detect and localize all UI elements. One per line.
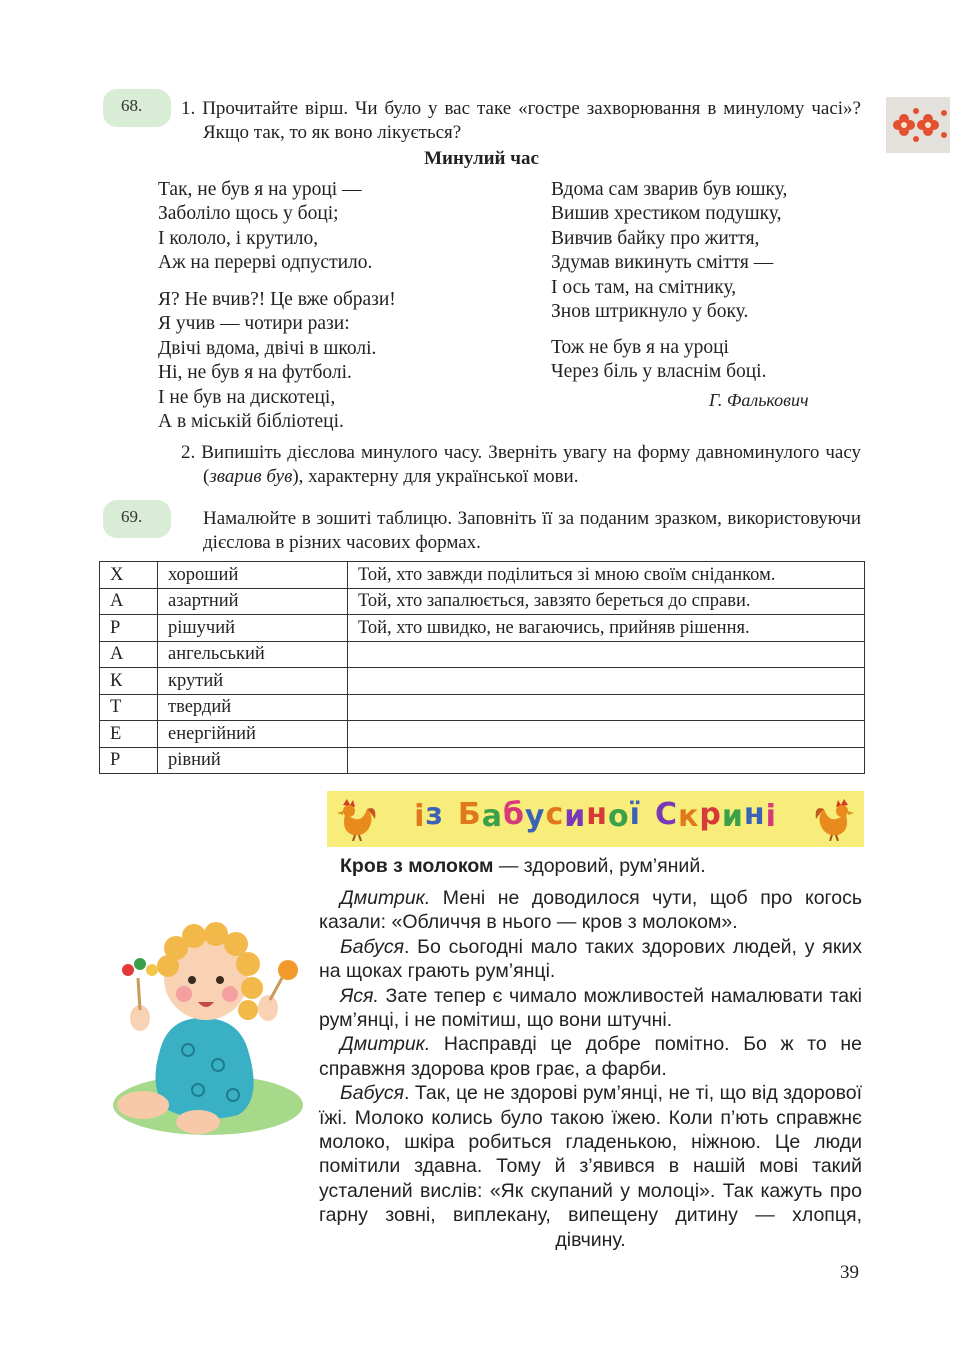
banner-letter: р [699, 797, 722, 832]
row-definition [348, 747, 865, 774]
poem-stanza-1 [158, 178, 372, 276]
poem-stanza-3 [551, 178, 787, 324]
banner-letter: и [721, 799, 744, 834]
row-adjective: енергійний [158, 721, 348, 748]
row-adjective: азартний [158, 588, 348, 615]
dialog-speaker: Дмитрик. [340, 887, 431, 909]
dialog-line [319, 1032, 862, 1081]
row-definition: Той, хто завжди поділиться зі мною своїм сніданком. [348, 562, 865, 589]
poem-line: Вишив хрестиком подушку, [551, 203, 782, 225]
banner-letter: к [677, 799, 700, 834]
table-row [100, 588, 865, 615]
poem-stanza-4 [551, 336, 766, 385]
banner-letter: ї [629, 797, 641, 832]
poem-line: І ось там, на смітнику, [551, 276, 737, 298]
table-row [100, 747, 865, 774]
dialog-speaker: Бабуся [340, 1082, 404, 1105]
row-adjective: рішучий [158, 615, 348, 642]
poem-line: І не був на дискотеці, [158, 386, 336, 408]
rooster-icon [812, 797, 858, 841]
dialog-speaker: Дмитрик. [340, 1033, 431, 1056]
exercise-69-badge [103, 500, 171, 538]
poem-line: Заболіло щось у боці; [158, 203, 339, 225]
row-definition: Той, хто запалюється, завзято береться до справи. [348, 588, 865, 615]
poem-line: Тож не був я на уроці [551, 337, 729, 358]
poem-stanza-2 [158, 288, 396, 434]
banner-letter: а [481, 799, 503, 834]
banner-letter: з [425, 797, 444, 832]
dialog-line [319, 935, 862, 984]
dialog-text [319, 886, 862, 1252]
poem-line: Знов штрикнуло у боку. [551, 301, 749, 323]
exercise-68-badge [103, 89, 171, 127]
table-row [100, 641, 865, 668]
banner-letter: і [414, 799, 426, 834]
table-row [100, 668, 865, 695]
idiom-meaning: — здоровий, рум’яний. [493, 855, 706, 877]
dialog-speech: Мені не доводилося чути, щоб про когось казали: «Обличчя в нього — кров з молоком». [319, 887, 862, 934]
table-row [100, 562, 865, 589]
exercise-69-task: Намалюйте в зошиті таблицю. Заповніть її за поданим зразком, використовуючи дієслова в різних часових формах. [203, 508, 861, 553]
row-definition: Той, хто швидко, не вагаючись, прийняв рішення. [348, 615, 865, 642]
poem-line: Я? Не вчив?! Це вже образи! [158, 289, 396, 310]
banner-letter: н [586, 797, 609, 832]
row-adjective: крутий [158, 668, 348, 695]
banner-title [405, 799, 786, 834]
row-letter: Х [100, 562, 158, 589]
row-definition [348, 668, 865, 695]
idiom-term: Кров з молоком [340, 855, 494, 877]
exercise-68-task-2 [181, 441, 861, 489]
poem-line: Ні, не був я на футболі. [158, 362, 352, 384]
poem-line: І кололо, і крутило, [158, 227, 319, 249]
poem-line: Я учив — чотири рази: [158, 313, 350, 335]
poem-line: Через біль у власнім боці. [551, 361, 767, 383]
table-row [100, 615, 865, 642]
banner-letter: о [608, 799, 630, 834]
row-letter: А [100, 588, 158, 615]
section-banner [327, 791, 864, 847]
banner-letter: у [524, 799, 546, 834]
dialog-speaker: Яся. [340, 984, 379, 1007]
poem-author: Г. Фалькович [709, 390, 809, 410]
poem-line: Здумав викинуть сміття — [551, 252, 774, 274]
row-definition [348, 641, 865, 668]
poem-line: Аж на перерві одпустило. [158, 252, 373, 274]
row-adjective: рівний [158, 747, 348, 774]
dialog-line [319, 984, 862, 1033]
banner-letter: С [654, 797, 678, 832]
row-letter: А [100, 641, 158, 668]
row-adjective: ангельський [158, 641, 348, 668]
poem-line: Так, не був я на уроці — [158, 179, 362, 200]
dialog-speech: Зате тепер є чимало можливостей намалювати такі рум’янці, і не помітиш, що вони штучні. [319, 984, 862, 1032]
banner-letter: и [564, 799, 587, 834]
row-letter: Р [100, 747, 158, 774]
exercise-68-number: 68. [121, 96, 143, 115]
task-2-text-end: ), характерну для української мови. [292, 466, 579, 487]
row-letter: Т [100, 694, 158, 721]
table-row [100, 694, 865, 721]
idiom-definition [340, 854, 860, 878]
dialog-speaker: Бабуся [340, 935, 404, 958]
row-letter: Е [100, 721, 158, 748]
banner-letter: н [743, 797, 766, 832]
row-definition [348, 721, 865, 748]
task-2-text-start: 2. Випишіть дієслова минулого часу. Зверніть увагу на форму давноминулого часу ( [181, 442, 861, 487]
banner-letter: Б [457, 797, 482, 832]
banner-letter [444, 799, 458, 834]
table-row [100, 721, 865, 748]
exercise-68-task-1: 1. Прочитайте вірш. Чи було у вас таке «гостре захворювання в минулому часі»? Якщо так, то як воно лікується? [181, 98, 861, 143]
dialog-line [319, 1081, 862, 1252]
rooster-icon [333, 797, 379, 841]
dialog-speech: . Бо сьогодні мало таких здорових людей, у яких на щоках грають рум’янці. [319, 935, 862, 983]
poem-line: А в міській бібліотеці. [158, 411, 344, 433]
dialog-line [319, 886, 862, 935]
poem-line: Вивчив байку про життя, [551, 227, 760, 249]
banner-letter: б [502, 797, 525, 832]
banner-letter: с [545, 797, 565, 832]
row-adjective: хороший [158, 562, 348, 589]
row-adjective: твердий [158, 694, 348, 721]
row-letter: Р [100, 615, 158, 642]
banner-letter: і [765, 799, 777, 834]
exercise-69-number: 69. [121, 507, 143, 526]
acrostic-table [99, 561, 865, 774]
row-letter: К [100, 668, 158, 695]
row-definition [348, 694, 865, 721]
dialog-speech: . Так, це не здорові рум’янці, не ті, що від здорової їжі. Молоко колись було такою їжею. Коли п’ють справжнє молоко, шкіра робиться гладенькою, ніжною. Це люди помітили здавна. Тому й з’явився в нашій мові такий усталений вислів: «Як скупаний у молоці». Так кажуть про гарну зовні, виплекану, випещену дитину — хлопця, дівчину. [319, 1082, 862, 1251]
flower-ornament-icon [886, 97, 950, 153]
poem-line: Двічі вдома, двічі в школі. [158, 337, 377, 359]
page-number: 39 [840, 1262, 859, 1283]
dialog-speech: Насправді це добре помітно. Бо ж то не справжня здорова кров грає, а фарби. [319, 1033, 862, 1080]
poem-title: Минулий час [424, 148, 539, 169]
banner-letter [641, 799, 655, 834]
task-2-example: зварив був [209, 466, 293, 487]
baby-girl-illustration [98, 900, 310, 1140]
poem-line: Вдома сам зварив був юшку, [551, 179, 788, 200]
